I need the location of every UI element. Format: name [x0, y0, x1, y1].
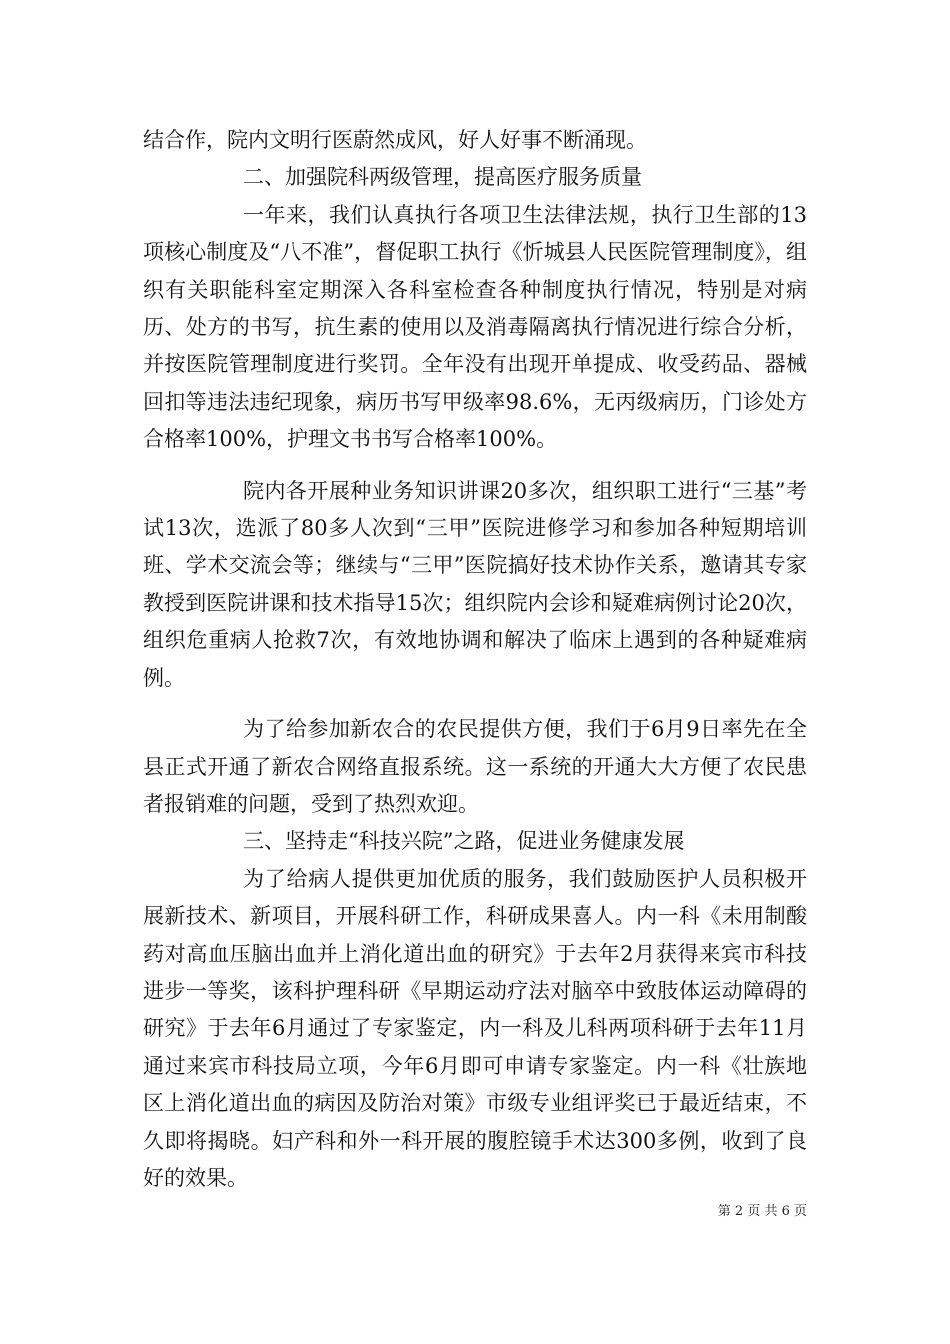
- paragraph-research: 为了给病人提供更加优质的服务，我们鼓励医护人员积极开展新技术、新项目，开展科研工作，科研成果喜人。内一科《未用制酸药对高血压脑出血并上消化道出血的研究》于去年2月获得来宾市科技进步一等奖，该科护理科研《早期运动疗法对脑卒中致肢体运动障碍的研究》于去年6月通过了专家鉴定，内一科及儿科两项科研于去年11月通过来宾市科技局立项，今年6月即可申请专家鉴定。内一科《壮族地区上消化道出血的病因及防治对策》市级专业组评奖已于最近结束，不久即将揭晓。妇产科和外一科开展的腹腔镜手术达300多例，收到了良好的效果。: [143, 866, 807, 1190]
- section-heading-3: 三、坚持走“科技兴院”之路，促进业务健康发展: [243, 829, 685, 854]
- paragraph-management: 一年来，我们认真执行各项卫生法律法规，执行卫生部的13项核心制度及“八不准”，督促职工执行《忻城县人民医院管理制度》，组织有关职能科室定期深入各科室检查各种制度执行情况，特别是对病历、处方的书写，抗生素的使用以及消毒隔离执行情况进行综合分析，并按医院管理制度进行奖罚。全年没有出现开单提成、收受药品、器械回扣等违法违纪现象，病历书写甲级率98.6%，无丙级病历，门诊处方合格率100%，护理文书书写合格率100%。: [143, 202, 807, 452]
- paragraph-nongcunhe: 为了给参加新农合的农民提供方便，我们于6月9日率先在全县正式开通了新农合网络直报系统。这一系统的开通大大方便了农民患者报销难的问题，受到了热烈欢迎。: [143, 717, 807, 816]
- paragraph-continuation: 结合作，院内文明行医蔚然成风，好人好事不断涌现。: [143, 128, 647, 152]
- document-body: [143, 122, 807, 1197]
- paragraph-training: 院内各开展种业务知识讲课20多次，组织职工进行“三基”考试13次，选派了80多人次到“三甲”医院进修学习和参加各种短期培训班、学术交流会等；继续与“三甲”医院搞好技术协作关系，邀请其专家教授到医院讲课和技术指导15次；组织院内会诊和疑难病例讨论20次，组织危重病人抢救7次，有效地协调和解决了临床上遇到的各种疑难病例。: [143, 478, 807, 690]
- section-heading-2: 二、加强院科两级管理，提高医疗服务质量: [243, 165, 642, 190]
- page-number: 第 2 页 共 6 页: [717, 1204, 807, 1219]
